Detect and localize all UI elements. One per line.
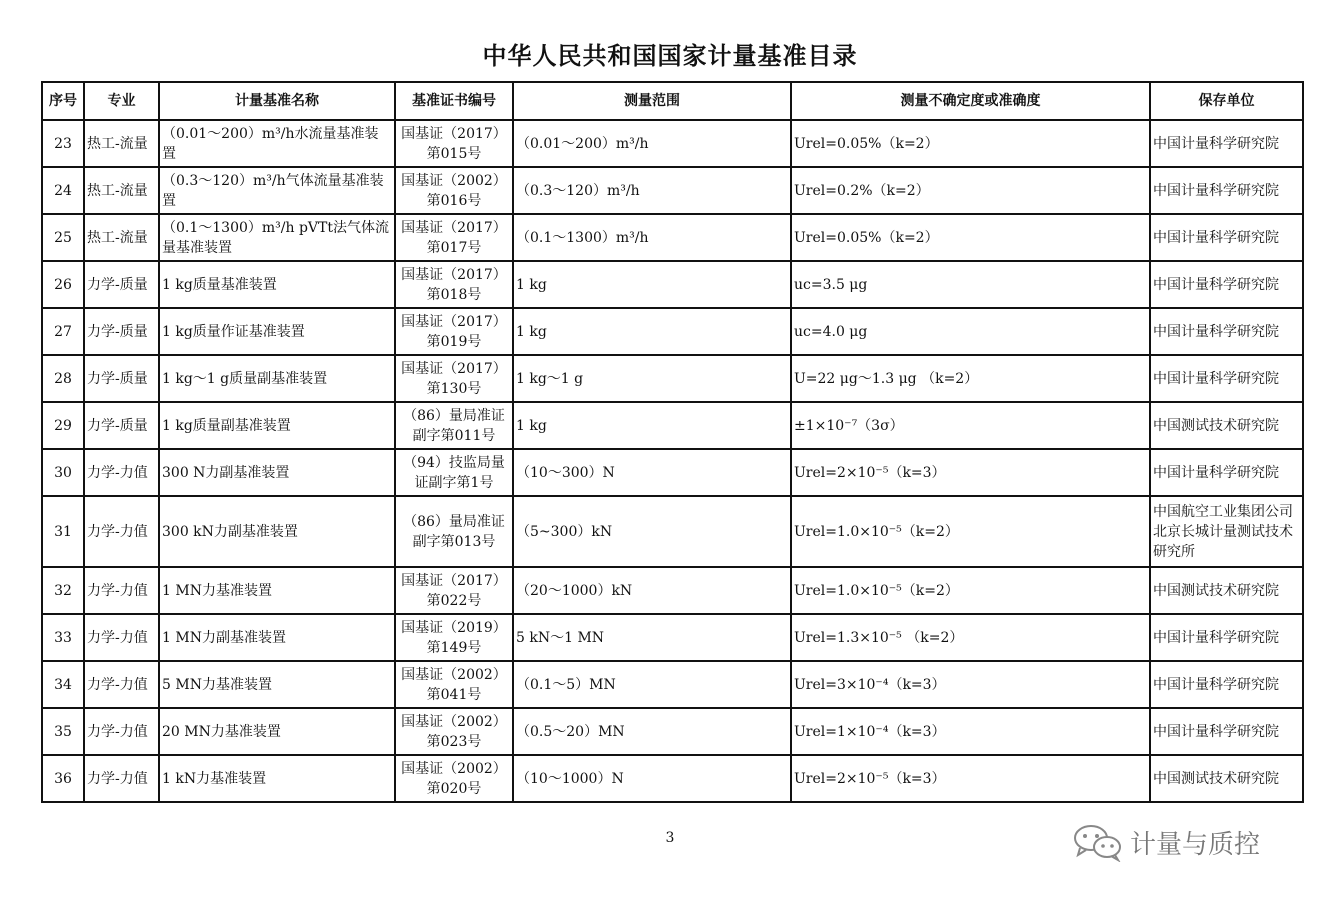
- row-range: （0.1～1300）m³/h: [513, 214, 791, 261]
- row-major: 力学-力值: [84, 449, 159, 496]
- table-row: [42, 496, 1303, 567]
- row-range: 5 kN～1 MN: [513, 614, 791, 661]
- row-uncertainty: Urel=0.2%（k=2）: [791, 167, 1150, 214]
- watermark: [1072, 822, 1260, 862]
- row-uncertainty: Urel=1.0×10⁻⁵（k=2）: [791, 567, 1150, 614]
- row-major: 力学-质量: [84, 402, 159, 449]
- row-org: 中国航空工业集团公司北京长城计量测试技术研究所: [1150, 496, 1303, 567]
- row-org: 中国计量科学研究院: [1150, 167, 1303, 214]
- header-no: 序号: [42, 82, 84, 120]
- row-range: （5~300）kN: [513, 496, 791, 567]
- header-uncertainty: 测量不确定度或准确度: [791, 82, 1150, 120]
- header-range: 测量范围: [513, 82, 791, 120]
- row-org: 中国测试技术研究院: [1150, 402, 1303, 449]
- row-uncertainty: U=22 μg～1.3 μg （k=2）: [791, 355, 1150, 402]
- row-org: 中国计量科学研究院: [1150, 120, 1303, 167]
- row-uncertainty: Urel=2×10⁻⁵（k=3）: [791, 449, 1150, 496]
- row-name: 1 MN力副基准装置: [159, 614, 395, 661]
- row-major: 热工-流量: [84, 167, 159, 214]
- header-cert: 基准证书编号: [395, 82, 513, 120]
- row-major: 力学-质量: [84, 261, 159, 308]
- row-no: 23: [42, 120, 84, 167]
- row-no: 34: [42, 661, 84, 708]
- row-range: （10～300）N: [513, 449, 791, 496]
- row-name: 1 kg质量基准装置: [159, 261, 395, 308]
- row-uncertainty: Urel=1.0×10⁻⁵（k=2）: [791, 496, 1150, 567]
- table-row: [42, 755, 1303, 802]
- row-org: 中国计量科学研究院: [1150, 214, 1303, 261]
- row-major: 力学-力值: [84, 708, 159, 755]
- row-major: 热工-流量: [84, 214, 159, 261]
- row-major: 力学-力值: [84, 614, 159, 661]
- table-row: [42, 567, 1303, 614]
- row-major: 力学-质量: [84, 355, 159, 402]
- row-uncertainty: ±1×10⁻⁷（3σ）: [791, 402, 1150, 449]
- row-uncertainty: Urel=0.05%（k=2）: [791, 120, 1150, 167]
- row-name: 5 MN力基准装置: [159, 661, 395, 708]
- row-uncertainty: uc=3.5 μg: [791, 261, 1150, 308]
- row-range: （20～1000）kN: [513, 567, 791, 614]
- row-no: 36: [42, 755, 84, 802]
- table-row: [42, 708, 1303, 755]
- row-name: 1 kN力基准装置: [159, 755, 395, 802]
- row-range: （0.5～20）MN: [513, 708, 791, 755]
- row-org: 中国计量科学研究院: [1150, 355, 1303, 402]
- row-range: 1 kg: [513, 308, 791, 355]
- wechat-icon: [1072, 822, 1124, 862]
- row-name: 1 kg～1 g质量副基准装置: [159, 355, 395, 402]
- row-range: 1 kg: [513, 402, 791, 449]
- row-major: 力学-力值: [84, 661, 159, 708]
- table-row: [42, 308, 1303, 355]
- header-name: 计量基准名称: [159, 82, 395, 120]
- row-cert: （94）技监局量证副字第1号: [395, 449, 513, 496]
- row-no: 29: [42, 402, 84, 449]
- row-uncertainty: Urel=1×10⁻⁴（k=3）: [791, 708, 1150, 755]
- row-no: 24: [42, 167, 84, 214]
- row-name: 20 MN力基准装置: [159, 708, 395, 755]
- row-org: 中国计量科学研究院: [1150, 308, 1303, 355]
- row-org: 中国计量科学研究院: [1150, 614, 1303, 661]
- row-cert: 国基证（2002）第016号: [395, 167, 513, 214]
- watermark-text: 计量与质控: [1130, 829, 1261, 860]
- page-number: 3: [665, 830, 675, 846]
- row-no: 32: [42, 567, 84, 614]
- row-cert: 国基证（2017）第017号: [395, 214, 513, 261]
- row-range: （0.3～120）m³/h: [513, 167, 791, 214]
- table-header-row: [42, 82, 1303, 120]
- row-no: 35: [42, 708, 84, 755]
- row-name: 1 kg质量副基准装置: [159, 402, 395, 449]
- table-row: [42, 261, 1303, 308]
- row-major: 力学-力值: [84, 755, 159, 802]
- row-name: 300 N力副基准装置: [159, 449, 395, 496]
- standards-table: [41, 81, 1304, 803]
- row-cert: 国基证（2017）第015号: [395, 120, 513, 167]
- table-row: [42, 120, 1303, 167]
- row-no: 31: [42, 496, 84, 567]
- row-cert: 国基证（2017）第022号: [395, 567, 513, 614]
- row-cert: 国基证（2002）第041号: [395, 661, 513, 708]
- table-row: [42, 661, 1303, 708]
- row-major: 力学-力值: [84, 496, 159, 567]
- row-org: 中国计量科学研究院: [1150, 449, 1303, 496]
- row-range: （10～1000）N: [513, 755, 791, 802]
- row-uncertainty: uc=4.0 μg: [791, 308, 1150, 355]
- row-uncertainty: Urel=1.3×10⁻⁵ （k=2）: [791, 614, 1150, 661]
- table-row: [42, 355, 1303, 402]
- row-range: （0.1～5）MN: [513, 661, 791, 708]
- row-uncertainty: Urel=3×10⁻⁴（k=3）: [791, 661, 1150, 708]
- row-name: 1 MN力基准装置: [159, 567, 395, 614]
- row-uncertainty: Urel=2×10⁻⁵（k=3）: [791, 755, 1150, 802]
- row-cert: 国基证（2002）第020号: [395, 755, 513, 802]
- row-name: 300 kN力副基准装置: [159, 496, 395, 567]
- row-cert: 国基证（2017）第018号: [395, 261, 513, 308]
- row-cert: 国基证（2002）第023号: [395, 708, 513, 755]
- table-row: [42, 167, 1303, 214]
- row-no: 33: [42, 614, 84, 661]
- table-row: [42, 614, 1303, 661]
- row-cert: （86）量局准证副字第013号: [395, 496, 513, 567]
- header-major: 专业: [84, 82, 159, 120]
- row-org: 中国计量科学研究院: [1150, 261, 1303, 308]
- row-name: 1 kg质量作证基准装置: [159, 308, 395, 355]
- row-range: 1 kg～1 g: [513, 355, 791, 402]
- row-major: 热工-流量: [84, 120, 159, 167]
- row-org: 中国测试技术研究院: [1150, 755, 1303, 802]
- row-range: （0.01～200）m³/h: [513, 120, 791, 167]
- row-major: 力学-质量: [84, 308, 159, 355]
- header-org: 保存单位: [1150, 82, 1303, 120]
- row-cert: 国基证（2019）第149号: [395, 614, 513, 661]
- row-org: 中国测试技术研究院: [1150, 567, 1303, 614]
- row-no: 30: [42, 449, 84, 496]
- row-name: （0.01～200）m³/h水流量基准装置: [159, 120, 395, 167]
- table-row: [42, 214, 1303, 261]
- row-range: 1 kg: [513, 261, 791, 308]
- row-major: 力学-力值: [84, 567, 159, 614]
- row-uncertainty: Urel=0.05%（k=2）: [791, 214, 1150, 261]
- row-name: （0.1～1300）m³/h pVTt法气体流量基准装置: [159, 214, 395, 261]
- row-cert: （86）量局准证副字第011号: [395, 402, 513, 449]
- row-no: 27: [42, 308, 84, 355]
- row-org: 中国计量科学研究院: [1150, 661, 1303, 708]
- row-cert: 国基证（2017）第130号: [395, 355, 513, 402]
- row-no: 26: [42, 261, 84, 308]
- row-cert: 国基证（2017）第019号: [395, 308, 513, 355]
- row-org: 中国计量科学研究院: [1150, 708, 1303, 755]
- table-row: [42, 402, 1303, 449]
- row-no: 28: [42, 355, 84, 402]
- table-row: [42, 449, 1303, 496]
- document-title: 中华人民共和国国家计量基准目录: [482, 42, 858, 70]
- row-no: 25: [42, 214, 84, 261]
- row-name: （0.3～120）m³/h气体流量基准装置: [159, 167, 395, 214]
